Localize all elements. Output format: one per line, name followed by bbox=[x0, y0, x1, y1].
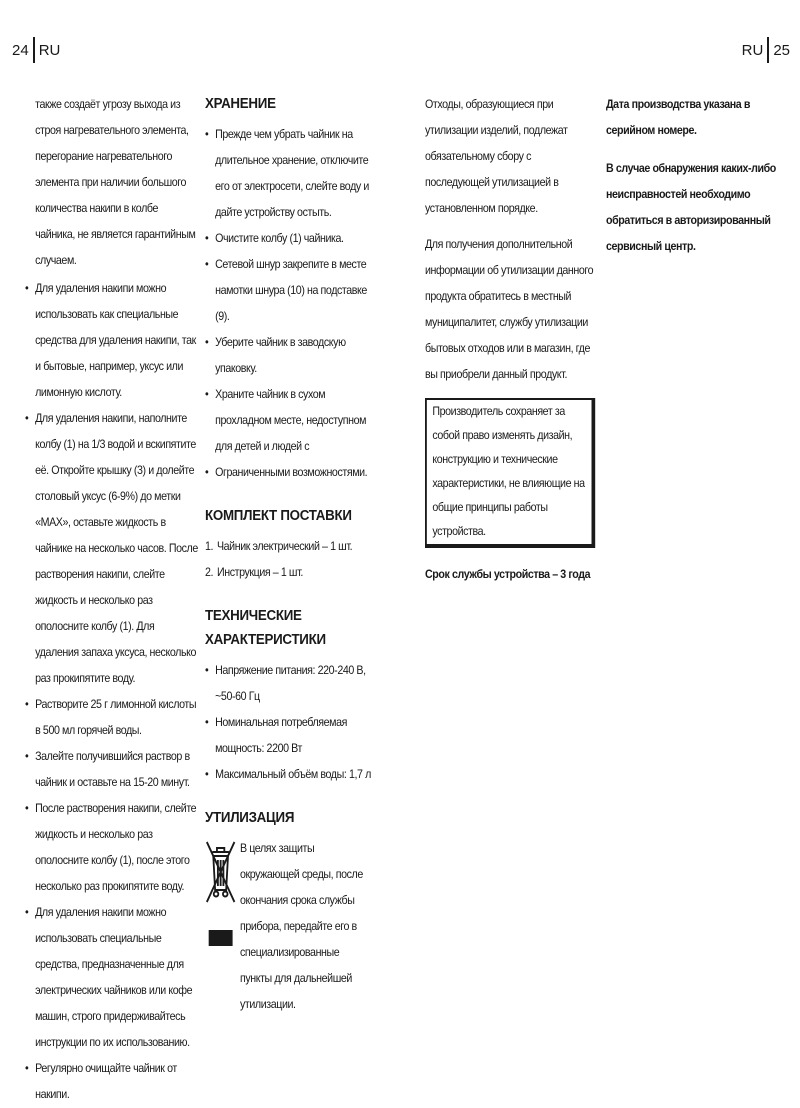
language-label: RU bbox=[38, 41, 61, 59]
item-number: 2. bbox=[205, 566, 214, 579]
column-storage-specs bbox=[205, 92, 372, 1036]
list-item: • Залейте получившийся раствор в чайник и оставьте на 15-20 минут. bbox=[25, 744, 200, 796]
item-text: Чайник электрический – 1 шт. bbox=[216, 540, 353, 553]
page-number: 25 bbox=[773, 41, 790, 59]
disposal-heading: УТИЛИЗАЦИЯ bbox=[205, 810, 295, 826]
service-life: Срок службы устройства – 3 года bbox=[425, 568, 591, 581]
list-item bbox=[205, 534, 372, 560]
list-item: • Уберите чайник в заводскую упаковку. bbox=[205, 330, 372, 382]
list-item: • Ограниченными возможностями. bbox=[205, 460, 372, 486]
continuation-paragraph: также создаёт угрозу выхода из строя нагревательного элемента, перегорание нагревательного элемента при наличии большого количества накипи в колбе чайника, не является гарантийным случаем. bbox=[35, 98, 196, 267]
production-date-note: Дата производства указана в серийном номере. bbox=[606, 98, 751, 137]
paragraph: Для получения дополнительной информации об утилизации данного продукта обратитесь в местный муниципалитет, службу утилизации бытовых отходов или в магазин, где вы приобрели данный продукт. bbox=[425, 238, 594, 381]
specs-heading: ТЕХНИЧЕСКИЕ ХАРАКТЕРИСТИКИ bbox=[205, 608, 326, 648]
list-item: • Для удаления накипи можно использовать как специальные средства для удаления накипи, так и бытовые, например, уксус или лимонную кислоту. bbox=[25, 276, 200, 406]
descaling-list bbox=[25, 276, 200, 1108]
list-item: • После растворения накипи, слейте жидкость и несколько раз ополосните колбу (1), после этого несколько раз прокипятите воду. bbox=[25, 796, 200, 900]
language-label: RU bbox=[741, 41, 764, 59]
list-item: • Максимальный объём воды: 1,7 л bbox=[205, 762, 372, 788]
item-number: 1. bbox=[205, 540, 214, 553]
package-section bbox=[205, 504, 372, 586]
specs-section bbox=[205, 604, 372, 788]
paragraph: Отходы, образующиеся при утилизации изделий, подлежат обязательному сбору с последующей утилизацией в установленном порядке. bbox=[425, 98, 568, 215]
service-center-note: В случае обнаружения каких-либо неисправностей необходимо обратиться в авторизированный сервисный центр. bbox=[606, 162, 776, 253]
column-descaling bbox=[25, 92, 200, 1108]
right-page-number bbox=[742, 37, 790, 63]
storage-list bbox=[205, 122, 372, 486]
list-item: • Регулярно очищайте чайник от накипи. bbox=[25, 1056, 200, 1108]
column-production-date bbox=[606, 92, 776, 272]
manufacturer-notice-box: Производитель сохраняет за собой право изменять дизайн, конструкцию и технические характеристики, не влияющие на общие принципы работы устройства. bbox=[425, 398, 595, 548]
divider bbox=[33, 37, 35, 63]
list-item bbox=[205, 560, 372, 586]
item-text: Инструкция – 1 шт. bbox=[216, 566, 303, 579]
list-item: • Напряжение питания: 220-240 В, ~50-60 Гц bbox=[205, 658, 372, 710]
list-item: • Для удаления накипи можно использовать специальные средства, предназначенные для электрических чайников или кофе машин, строго придерживайтесь инструкции по их использованию. bbox=[25, 900, 200, 1056]
list-item: • Для удаления накипи, наполните колбу (1) на 1/3 водой и вскипятите её. Откройте крышку (3) и долейте столовый уксус (6-9%) до метки «MAX», оставьте жидкость в чайнике на несколько часов. После растворения накипи, слейте жидкость и несколько раз ополосните колбу (1). Для удаления запаха уксуса, несколько раз прокипятите воду. bbox=[25, 406, 200, 692]
list-item: • Сетевой шнур закрепите в месте намотки шнура (10) на подставке (9). bbox=[205, 252, 372, 330]
list-item: • Храните чайник в сухом прохладном месте, недоступном для детей и людей с bbox=[205, 382, 372, 460]
page-number: 24 bbox=[12, 41, 29, 59]
storage-heading: ХРАНЕНИЕ bbox=[205, 96, 276, 112]
disposal-text: В целях защиты окружающей среды, после окончания срока службы прибора, передайте его в специализированные пункты для дальнейшей утилизации. bbox=[239, 842, 363, 1011]
crossed-bin-icon bbox=[205, 838, 236, 950]
list-item: • Растворите 25 г лимонной кислоты в 500 мл горячей воды. bbox=[25, 692, 200, 744]
left-page-number bbox=[12, 37, 60, 63]
disposal-block bbox=[205, 836, 372, 1018]
list-item: • Очистите колбу (1) чайника. bbox=[205, 226, 372, 252]
package-list bbox=[205, 534, 372, 586]
package-heading: КОМПЛЕКТ ПОСТАВКИ bbox=[205, 508, 352, 524]
list-item: • Номинальная потребляемая мощность: 2200 Вт bbox=[205, 710, 372, 762]
column-disposal-info bbox=[425, 92, 595, 598]
disposal-section bbox=[205, 806, 372, 1018]
specs-list bbox=[205, 658, 372, 788]
list-item: • Прежде чем убрать чайник на длительное хранение, отключите его от электросети, слейте воду и дайте устройству остыть. bbox=[205, 122, 372, 226]
storage-section bbox=[205, 92, 372, 486]
divider bbox=[767, 37, 769, 63]
